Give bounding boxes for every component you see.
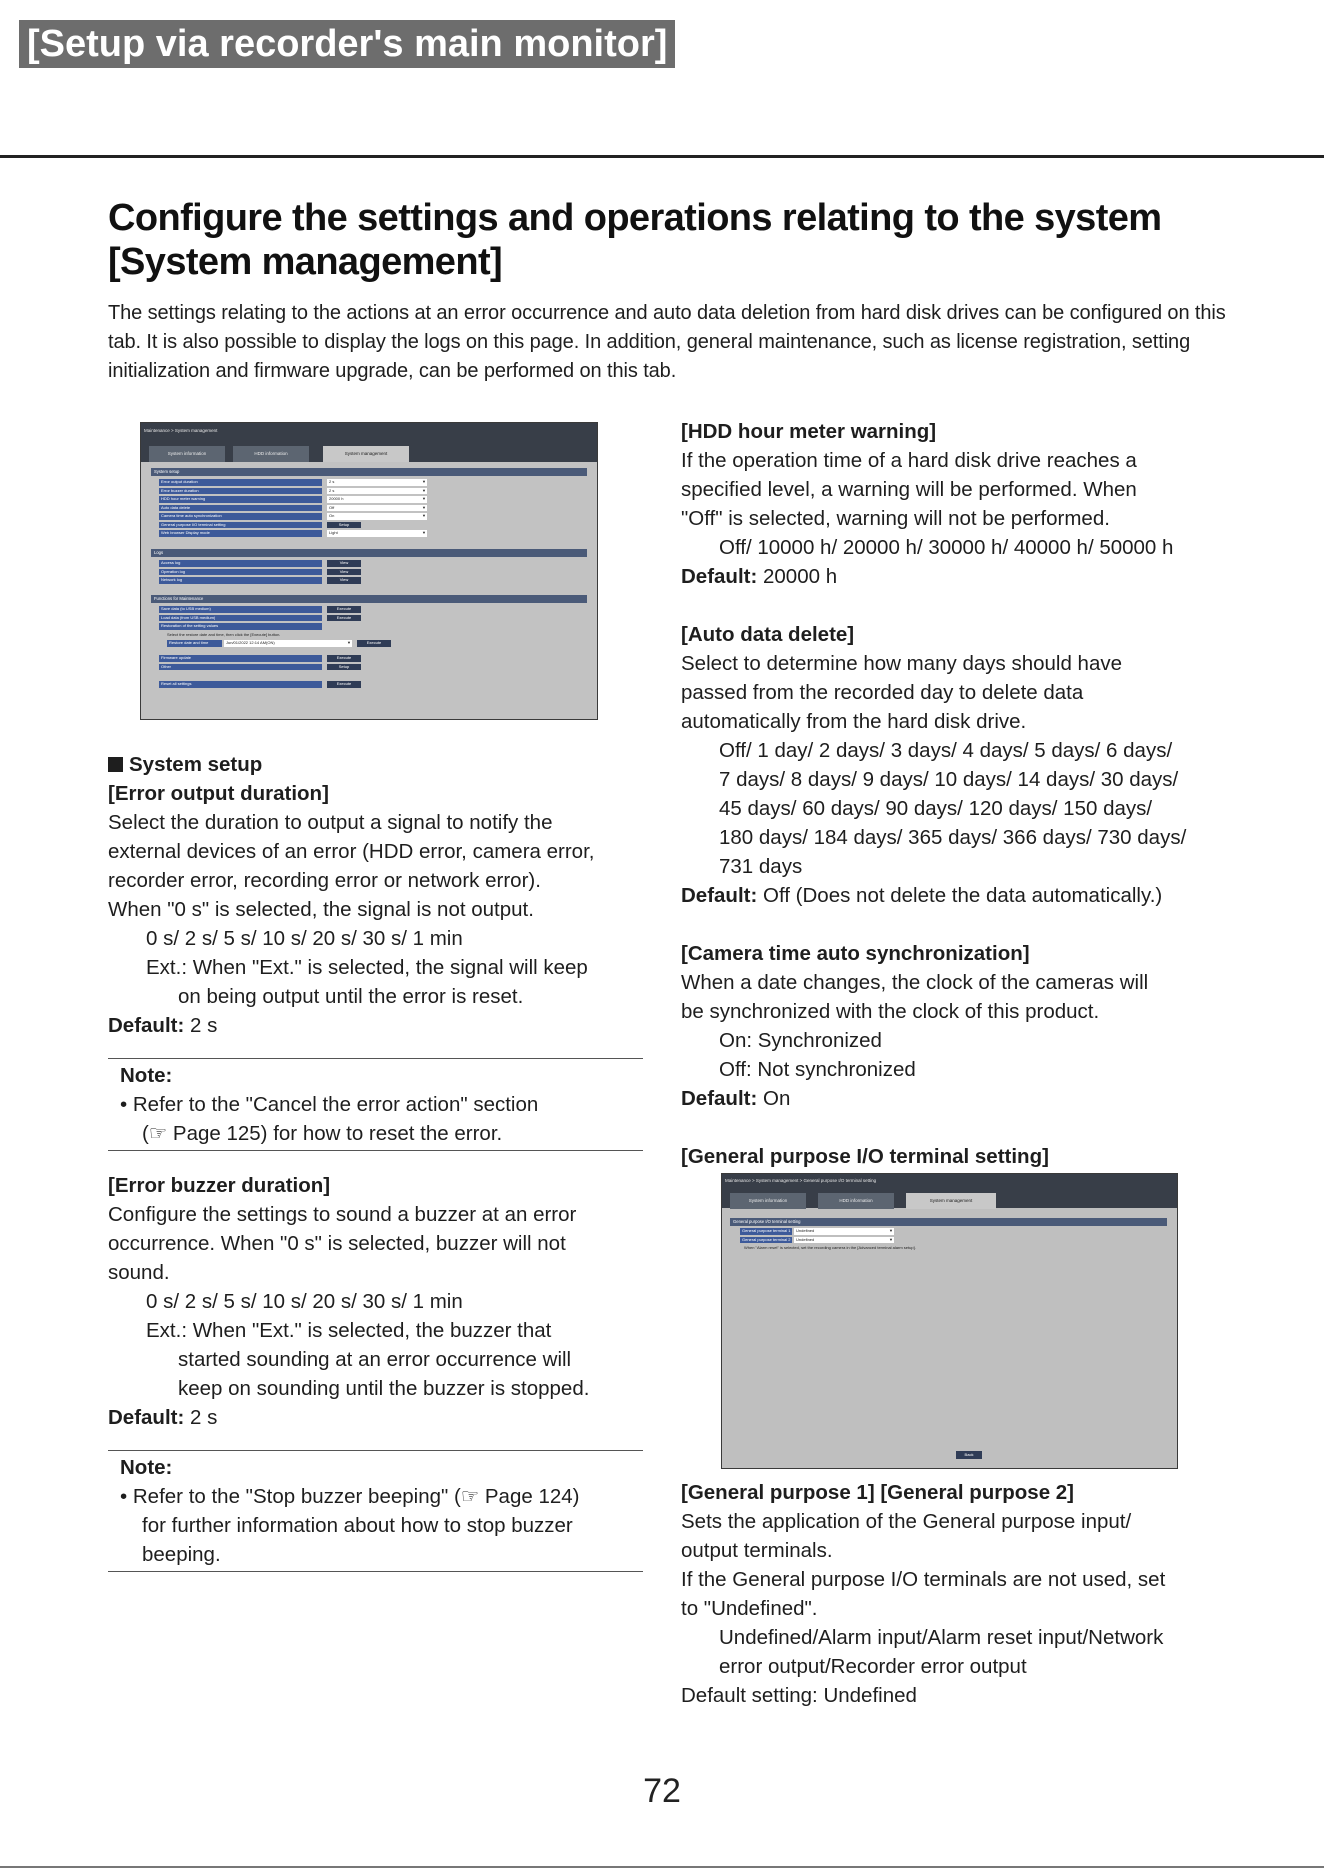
maint-row-label: Firmware update (159, 655, 322, 662)
note-box (108, 1058, 643, 1151)
tab-system-information[interactable]: System information (730, 1193, 806, 1209)
camera-sync-line: When a date changes, the clock of the cameras will (681, 971, 1149, 994)
execute-button[interactable]: Execute (327, 655, 361, 662)
setup-row-browser-mode[interactable] (159, 530, 439, 538)
setup-row-select[interactable] (327, 479, 427, 486)
auto-delete-title: [Auto data delete] (681, 623, 855, 646)
section-logs: Logs (151, 549, 587, 557)
setup-row-value: 20000 h (329, 496, 344, 501)
setup-row-label: Camera time auto synchronization (159, 513, 322, 520)
maint-row-save[interactable] (159, 606, 439, 614)
header-divider (0, 155, 1324, 158)
auto-delete-options: 180 days/ 184 days/ 365 days/ 366 days/ 730 days/ (719, 826, 1187, 849)
execute-button[interactable]: Execute (327, 681, 361, 688)
section-system-setup: System setup (151, 468, 587, 476)
error-output-line: When "0 s" is selected, the signal is not output. (108, 898, 534, 921)
system-management-screenshot (140, 422, 598, 720)
log-row-operation[interactable] (159, 569, 439, 577)
maint-row-label: Save data (to USB medium) (159, 606, 322, 613)
setup-row-camera-sync[interactable] (159, 513, 439, 521)
view-button[interactable]: View (327, 569, 361, 576)
gp12-options: error output/Recorder error output (719, 1655, 1027, 1678)
setup-row-value: Light (329, 530, 338, 535)
hdd-hour-meter-title: [HDD hour meter warning] (681, 420, 937, 443)
setup-row-value: Off (329, 504, 335, 510)
gp-terminal-select[interactable] (794, 1237, 894, 1244)
note-line: • Refer to the "Stop buzzer beeping" (☞ Page 124) (120, 1485, 580, 1508)
setup-row-auto-delete[interactable] (159, 505, 439, 513)
hdd-line: specified level, a warning will be performed. When (681, 478, 1137, 501)
page-number: 72 (643, 1772, 681, 1810)
setup-row-hdd-hour-meter[interactable] (159, 496, 439, 504)
default-value: 2 s (184, 1406, 218, 1429)
execute-button[interactable]: Execute (327, 606, 361, 613)
auto-delete-options: Off/ 1 day/ 2 days/ 3 days/ 4 days/ 5 days/ 6 days/ (719, 739, 1173, 762)
gp-terminal-1-row[interactable] (740, 1228, 900, 1236)
chevron-down-icon: ▼ (422, 513, 426, 518)
page-title-line1: Configure the settings and operations relating to the system (108, 197, 1162, 239)
setup-button[interactable]: Setup (327, 522, 361, 529)
error-buzzer-default (108, 1403, 643, 1432)
log-row-access[interactable] (159, 560, 439, 568)
auto-delete-options: 7 days/ 8 days/ 9 days/ 10 days/ 14 days/ 30 days/ (719, 768, 1179, 791)
error-output-line: Select the duration to output a signal to notify the (108, 811, 553, 834)
gp-terminal-label: General purpose terminal 1 (742, 1228, 791, 1233)
setup-row-value: On (329, 513, 335, 518)
view-button[interactable]: View (327, 560, 361, 567)
setup-row-select[interactable] (327, 513, 427, 520)
maint-row-reset[interactable] (159, 681, 439, 689)
chevron-down-icon: ▼ (422, 530, 426, 535)
error-buzzer-line: Configure the settings to sound a buzzer at an error (108, 1203, 577, 1226)
default-label: Default: (681, 565, 758, 588)
hdd-line: "Off" is selected, warning will not be performed. (681, 507, 1110, 530)
restore-note: Select the restore date and time, then click the [Execute] button. (167, 631, 281, 637)
maint-row-other[interactable] (159, 664, 439, 672)
log-row-network[interactable] (159, 577, 439, 585)
maint-row-restore-heading (159, 623, 439, 631)
setup-row-label: Error output duration (159, 479, 322, 486)
default-value: Off (Does not delete the data automatically.) (757, 884, 1163, 907)
maint-row-label: Load data (from USB medium) (159, 615, 322, 622)
chevron-down-icon: ▼ (889, 1236, 893, 1242)
setup-row-label: Error buzzer duration (159, 488, 322, 495)
gp-io-note-row (744, 1245, 1044, 1253)
maint-row-label: Other (159, 664, 322, 671)
camera-sync-line: be synchronized with the clock of this product. (681, 1000, 1100, 1023)
execute-button[interactable]: Execute (327, 615, 361, 622)
log-row-label: Operation log (159, 569, 322, 576)
restore-datetime-label: Restore date and time (167, 640, 222, 647)
log-row-label: Access log (159, 560, 322, 567)
restore-note-row (167, 632, 447, 640)
restore-datetime-select[interactable] (224, 640, 352, 647)
chevron-down-icon: ▼ (422, 479, 426, 484)
note-line: (☞ Page 125) for how to reset the error. (142, 1122, 503, 1145)
gp12-line: to "Undefined". (681, 1597, 818, 1620)
error-buzzer-options: 0 s/ 2 s/ 5 s/ 10 s/ 20 s/ 30 s/ 1 min (146, 1290, 463, 1313)
setup-row-select[interactable] (327, 505, 427, 512)
camera-sync-title: [Camera time auto synchronization] (681, 942, 1030, 965)
default-value: 20000 h (757, 565, 838, 588)
note-line: • Refer to the "Cancel the error action" section (120, 1093, 539, 1116)
error-output-title: [Error output duration] (108, 782, 329, 805)
auto-delete-line: passed from the recorded day to delete data (681, 681, 1084, 704)
gp12-options: Undefined/Alarm input/Alarm reset input/Network (719, 1626, 1164, 1649)
screenshot-breadcrumb: Maintenance > System management > General purpose I/O terminal setting (725, 1178, 877, 1183)
auto-delete-options: 731 days (719, 855, 803, 878)
default-label: Default: (681, 884, 758, 907)
tab-hdd-information[interactable]: HDD information (233, 446, 309, 462)
note-label: Note: (120, 1456, 173, 1479)
intro-paragraph: The settings relating to the actions at an error occurrence and auto data deletion from hard disk drives can be configured on this tab. It is also possible to display the logs on this page. In addition, general maintenance, such as license registration, setting initialization and firmware upgrade, can be performed on this tab. (108, 302, 1226, 382)
setup-row-error-output[interactable] (159, 479, 439, 487)
error-output-line: external devices of an error (HDD error, camera error, (108, 840, 595, 863)
right-column (681, 417, 1241, 1710)
footer-divider (0, 1866, 1324, 1868)
error-buzzer-title: [Error buzzer duration] (108, 1174, 331, 1197)
setup-row-value: 2 s (329, 479, 335, 484)
auto-delete-options: 45 days/ 60 days/ 90 days/ 120 days/ 150 days/ (719, 797, 1153, 820)
default-value: On (757, 1087, 791, 1110)
screenshot-titlebar (141, 423, 597, 443)
chevron-down-icon: ▼ (889, 1228, 893, 1233)
gp-terminal-value: Undefined (796, 1236, 815, 1242)
error-buzzer-ext: started sounding at an error occurrence will (178, 1348, 572, 1371)
setup-row-label: HDD hour meter warning (159, 496, 322, 503)
camera-sync-option: On: Synchronized (719, 1029, 882, 1052)
page-title-line2: [System management] (108, 241, 503, 283)
note-label: Note: (120, 1064, 173, 1087)
gp12-line: Sets the application of the General purpose input/ (681, 1510, 1132, 1533)
error-output-options: 0 s/ 2 s/ 5 s/ 10 s/ 20 s/ 30 s/ 1 min (146, 927, 463, 950)
gp-io-note: When "Alarm reset" is selected, set the recording camera in the [Advanced terminal alarm setup]. (744, 1245, 916, 1250)
left-column (108, 750, 643, 1592)
chevron-down-icon: ▼ (422, 496, 426, 501)
error-output-ext: Ext.: When "Ext." is selected, the signal will keep (146, 956, 588, 979)
gp-terminal-label: General purpose terminal 2 (742, 1236, 791, 1242)
camera-sync-default (681, 1084, 1241, 1113)
hdd-options: Off/ 10000 h/ 20000 h/ 30000 h/ 40000 h/ 50000 h (719, 536, 1174, 559)
gp-terminal-select[interactable] (794, 1228, 894, 1235)
note-line: beeping. (142, 1543, 221, 1566)
system-setup-heading-text: System setup (129, 753, 263, 776)
setup-button[interactable]: Setup (327, 664, 361, 671)
tab-system-management[interactable]: System management (323, 446, 409, 462)
error-buzzer-line: occurrence. When "0 s" is selected, buzzer will not (108, 1232, 566, 1255)
error-buzzer-ext: keep on sounding until the buzzer is stopped. (178, 1377, 590, 1400)
section-gp-io: General purpose I/O terminal setting (730, 1218, 1167, 1226)
error-buzzer-ext: Ext.: When "Ext." is selected, the buzzer that (146, 1319, 552, 1342)
auto-delete-line: automatically from the hard disk drive. (681, 710, 1027, 733)
system-setup-heading (108, 750, 643, 779)
note-box (108, 1450, 643, 1572)
setup-row-label: Web browser Display mode (159, 530, 322, 537)
note-line: for further information about how to stop buzzer (142, 1514, 573, 1537)
restore-datetime-row[interactable] (167, 640, 447, 648)
setup-row-select[interactable] (327, 488, 427, 495)
default-value: 2 s (184, 1014, 218, 1037)
chevron-down-icon: ▼ (422, 504, 426, 510)
gp-io-title: [General purpose I/O terminal setting] (681, 1145, 1049, 1168)
maint-row-label: Reset all settings (159, 681, 322, 688)
tab-system-information[interactable]: System information (149, 446, 225, 462)
gp12-line: If the General purpose I/O terminals are not used, set (681, 1568, 1166, 1591)
error-output-ext: on being output until the error is reset. (178, 985, 524, 1008)
error-output-default (108, 1011, 643, 1040)
screenshot-tabbar (722, 1190, 1177, 1208)
section-tag: [Setup via recorder's main monitor] (19, 20, 675, 68)
page-title (108, 196, 1258, 284)
camera-sync-option: Off: Not synchronized (719, 1058, 916, 1081)
gp-io-setting-screenshot (721, 1173, 1178, 1469)
setup-row-label: Auto data delete (159, 505, 322, 512)
setup-row-select[interactable] (327, 530, 427, 537)
error-output-line: recorder error, recording error or network error). (108, 869, 541, 892)
default-label: Default: (108, 1406, 185, 1429)
chevron-down-icon: ▼ (422, 487, 426, 493)
hdd-default (681, 562, 1241, 591)
setup-row-select[interactable] (327, 496, 427, 503)
error-buzzer-line: sound. (108, 1261, 170, 1284)
view-button[interactable]: View (327, 577, 361, 584)
tab-system-management[interactable]: System management (906, 1193, 996, 1209)
back-button[interactable]: Back (956, 1451, 982, 1459)
gp-terminal-2-row[interactable] (740, 1237, 900, 1245)
auto-delete-default (681, 881, 1241, 910)
screenshot-breadcrumb: Maintenance > System management (144, 428, 218, 433)
restore-label: Restoration of the setting values (159, 623, 322, 630)
gp12-line: output terminals. (681, 1539, 833, 1562)
execute-button[interactable]: Execute (357, 640, 391, 647)
hdd-line: If the operation time of a hard disk drive reaches a (681, 449, 1137, 472)
gp-terminal-value: Undefined (796, 1228, 815, 1233)
default-label: Default: (681, 1087, 758, 1110)
setup-row-label: General purpose I/O terminal setting (159, 522, 322, 529)
maint-row-firmware[interactable] (159, 655, 439, 663)
gp12-default: Default setting: Undefined (681, 1684, 917, 1707)
black-square-icon (108, 757, 123, 772)
gp12-title: [General purpose 1] [General purpose 2] (681, 1481, 1075, 1504)
screenshot-tabbar (141, 443, 597, 462)
tab-hdd-information[interactable]: HDD information (818, 1193, 894, 1209)
default-label: Default: (108, 1014, 185, 1037)
restore-datetime-value: Jun/01/2022 12:14 AM(ON) (226, 640, 275, 645)
maint-row-load[interactable] (159, 615, 439, 623)
setup-row-gp-io[interactable] (159, 522, 439, 530)
screenshot-titlebar (722, 1174, 1177, 1190)
auto-delete-line: Select to determine how many days should have (681, 652, 1123, 675)
log-row-label: Network log (159, 577, 322, 584)
chevron-down-icon: ▼ (347, 640, 351, 645)
setup-row-error-buzzer[interactable] (159, 488, 439, 496)
setup-row-value: 2 s (329, 487, 335, 493)
section-maintenance: Functions for Maintenance (151, 595, 587, 603)
